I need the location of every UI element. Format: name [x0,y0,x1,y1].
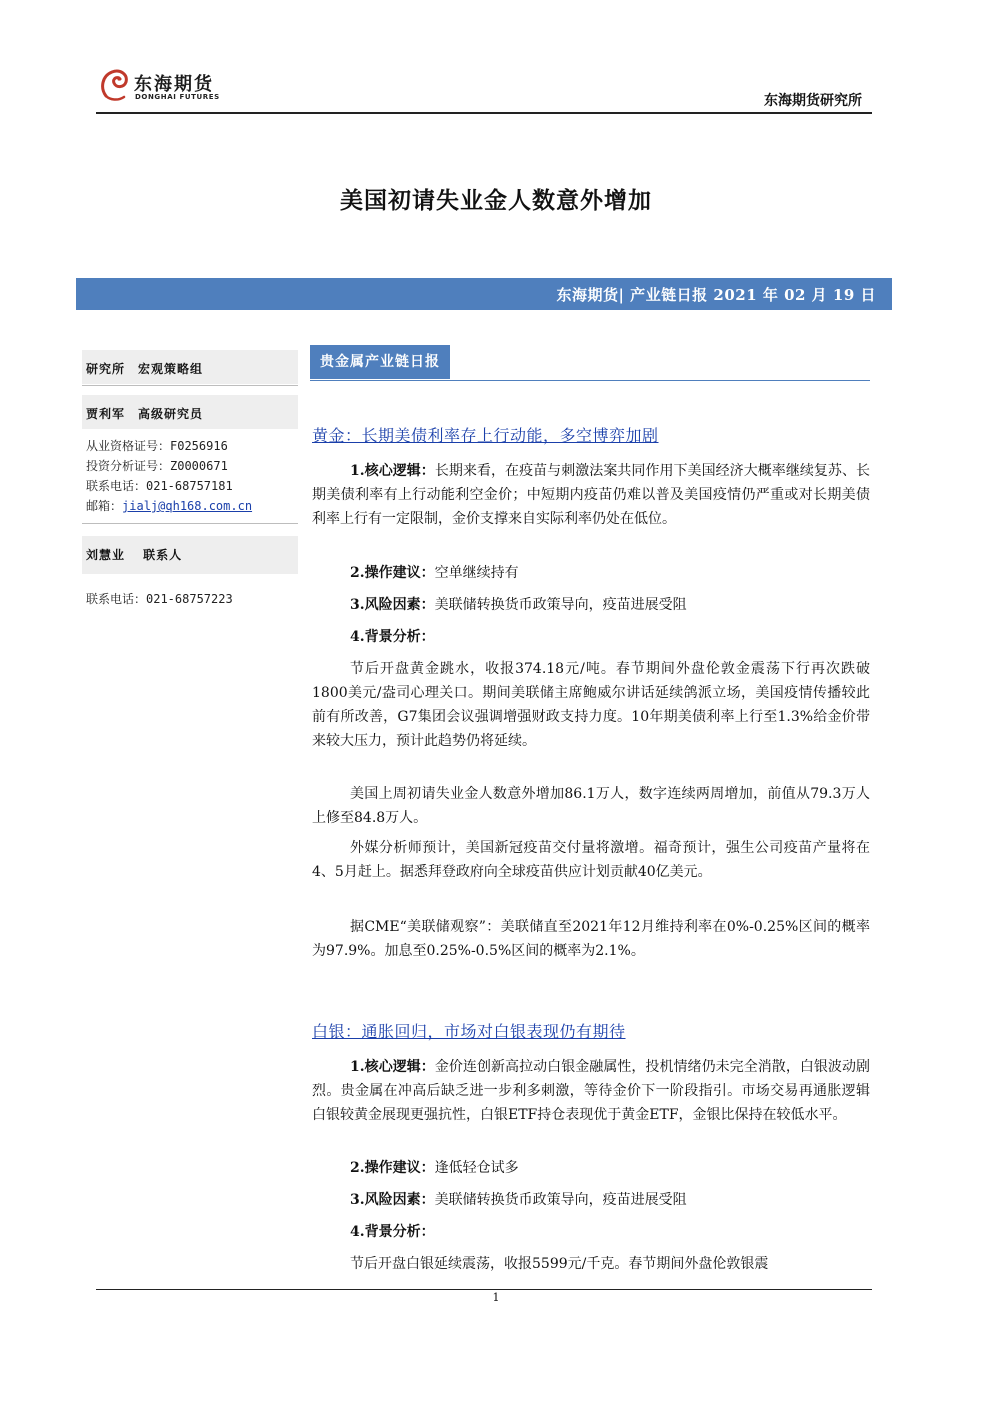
silver-risk-label: 3.风险因素： [350,1192,435,1208]
gold-background-3: 外媒分析师预计，美国新冠疫苗交付量将激增。福奇预计，强生公司疫苗产量将在4、5月赶上。据悉拜登政府向全球疫苗供应计划贡献40亿美元。 [312,840,870,880]
dept-label: 研究所 宏观策略组 [86,362,204,376]
page-title: 美国初请失业金人数意外增加 [340,187,652,214]
gold-core-label: 1.核心逻辑： [350,463,435,479]
institute-name: 东海期货研究所 [764,93,862,109]
silver-op-text: 逢低轻仓试多 [434,1160,519,1176]
investment-number: 投资分析证号：Z0000671 [86,459,228,473]
email-label: 邮箱： [86,499,123,513]
section-tag: 贵金属产业链日报 [310,345,450,379]
gold-bg-label: 4.背景分析： [350,629,435,645]
silver-core-logic [312,1055,870,1127]
silver-op-label: 2.操作建议： [350,1160,435,1176]
analyst1-email-row [86,496,298,516]
gold-background-1: 节后开盘黄金跳水，收报374.18元/吨。春节期间外盘伦敦金震荡下行再次跌破1800美元/盎司心理关口。期间美联储主席鲍威尔讲话延续鸽派立场，美国疫情传播较此前有所改善，G7集团会议强调增强财政支持力度。10年期美债利率上行至1.3%给金价带来较大压力，预计此趋势仍将延续。 [312,661,870,749]
qualification-number: 从业资格证号：F0256916 [86,439,228,453]
left-divider [82,523,298,524]
gold-background-label-row [312,625,870,649]
dragon-logo-icon [98,66,132,104]
silver-core-text: 金价连创新高拉动白银金融属性，投机情绪仍未完全消散，白银波动剧烈。贵金属在冲高后缺乏进一步利多刺激，等待金价下一阶段指引。市场交易再通胀逻辑白银较黄金展现更强抗性，白银ETF持仓表现优于黄金ETF，金银比保持在较低水平。 [312,1059,871,1123]
silver-core-label: 1.核心逻辑： [350,1059,435,1075]
analyst1-phone: 联系电话：021-68757181 [86,479,233,493]
logo-english-text: DONGHAI FUTURES [135,93,220,101]
analyst1-name: 贾利军 高级研究员 [86,407,204,421]
silver-bg-label: 4.背景分析： [350,1224,435,1240]
company-logo [98,66,228,106]
gold-background-2: 美国上周初请失业金人数意外增加86.1万人，数字连续两周增加，前值从79.3万人上修至84.8万人。 [312,786,870,826]
page-number: 1 [492,1291,500,1304]
analyst2-name: 刘慧业 联系人 [86,548,183,562]
gold-core-logic [312,459,870,531]
report-banner [76,278,892,310]
gold-risk-label: 3.风险因素： [350,597,435,613]
gold-op-label: 2.操作建议： [350,565,435,581]
footer-divider [96,1289,872,1290]
gold-background-4: 据CME“美联储观察”：美联储直至2021年12月维持利率在0%-0.25%区间的概率为97.9%。加息至0.25%-0.5%区间的概率为2.1%。 [312,919,870,959]
banner-text: 东海期货| 产业链日报 2021 年 02 月 19 日 [556,286,876,304]
silver-background-1: 节后开盘白银延续震荡，收报5599元/千克。春节期间外盘伦敦银震 [350,1256,769,1272]
email-link[interactable]: jialj@qh168.com.cn [122,499,253,513]
gold-risk [312,593,870,617]
section-underline [310,380,870,381]
gold-heading: 黄金：长期美债利率存上行动能，多空博弈加剧 [312,426,659,445]
gold-core-text: 长期来看，在疫苗与刺激法案共同作用下美国经济大概率继续复苏、长期美债利率有上行动能利空金价；中短期内疫苗仍难以普及美国疫情仍严重或对长期美债利率上行有一定限制，金价支撑来自实际利率仍处在低位。 [312,463,871,527]
silver-risk-text: 美联储转换货币政策导向，疫苗进展受阻 [434,1192,687,1208]
silver-operation [312,1156,870,1180]
gold-op-text: 空单继续持有 [434,565,519,581]
header-divider [96,112,872,114]
silver-background-label-row [312,1220,870,1244]
analyst2-phone: 联系电话：021-68757223 [86,592,233,606]
left-divider [82,385,298,386]
silver-risk [312,1188,870,1212]
silver-heading: 白银：通胀回归，市场对白银表现仍有期待 [312,1022,626,1041]
gold-operation [312,561,870,585]
logo-chinese-text: 东海期货 [134,74,214,95]
gold-risk-text: 美联储转换货币政策导向，疫苗进展受阻 [434,597,687,613]
